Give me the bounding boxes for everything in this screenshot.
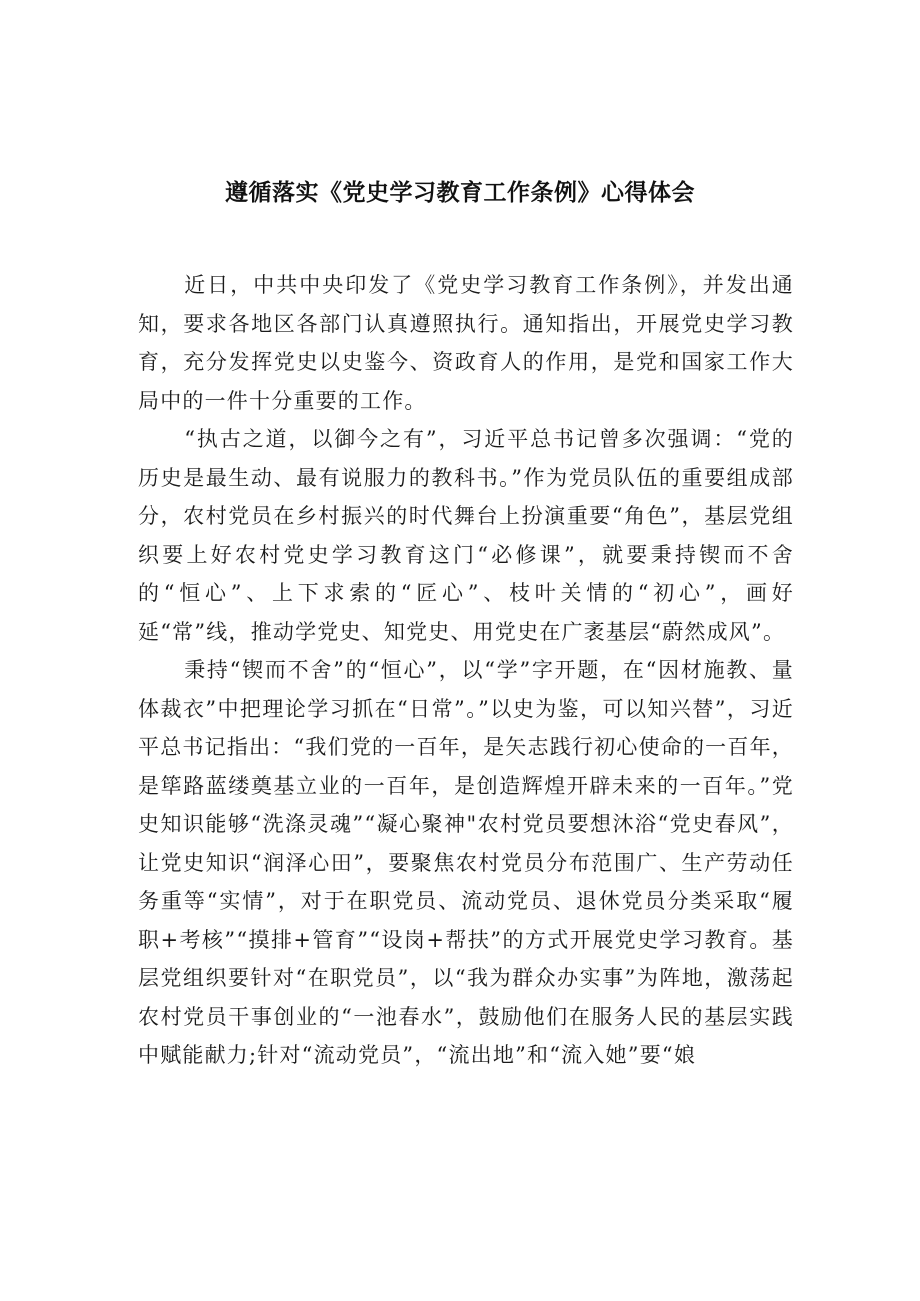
paragraph-3: 秉持“锲而不舍”的“恒心”，以“学”字开题，在“因材施教、量体裁衣”中把理论学习抓在“日常”。”以史为鉴，可以知兴替”，习近平总书记指出：“我们党的一百年，是矢志践行初心使命的一百年，是筚路蓝缕奠基立业的一百年，是创造辉煌开辟未来的一百年。”党史知识能够“洗涤灵魂”“凝心聚神"农村党员要想沐浴“党史春风”，让党史知识“润泽心田”，要聚焦农村党员分布范围广、生产劳动任务重等“实情”，对于在职党员、流动党员、退休党员分类采取“履职+考核”“摸排+管育”“设岗+帮扶”的方式开展党史学习教育。基层党组织要针对“在职党员”，以“我为群众办实事”为阵地，激荡起农村党员干事创业的“一池春水”，鼓励他们在服务人民的基层实践中赋能献力;针对“流动党员”，“流出地”和“流入她”要“娘 [138, 658, 794, 1067]
document-body [138, 266, 794, 1075]
document-title: 遵循落实《党史学习教育工作条例》心得体会 [225, 180, 695, 206]
paragraph-2: “执古之道，以御今之有”，习近平总书记曾多次强调：“党的历史是最生动、最有说服力的教科书。”作为党员队伍的重要组成部分，农村党员在乡村振兴的时代舞台上扮演重要“角色”，基层党组织要上好农村党史学习教育这门“必修课”，就要秉持锲而不舍的“恒心”、上下求索的“匠心”、枝叶关情的“初心”，画好延“常”线，推动学党史、知党史、用党史在广袤基层“蔚然成风”。 [138, 427, 794, 644]
paragraph-1: 近日，中共中央印发了《党史学习教育工作条例》，并发出通知，要求各地区各部门认真遵照执行。通知指出，开展党史学习教育，充分发挥党史以史鉴今、资政育人的作用，是党和国家工作大局中的一件十分重要的工作。 [138, 273, 794, 413]
